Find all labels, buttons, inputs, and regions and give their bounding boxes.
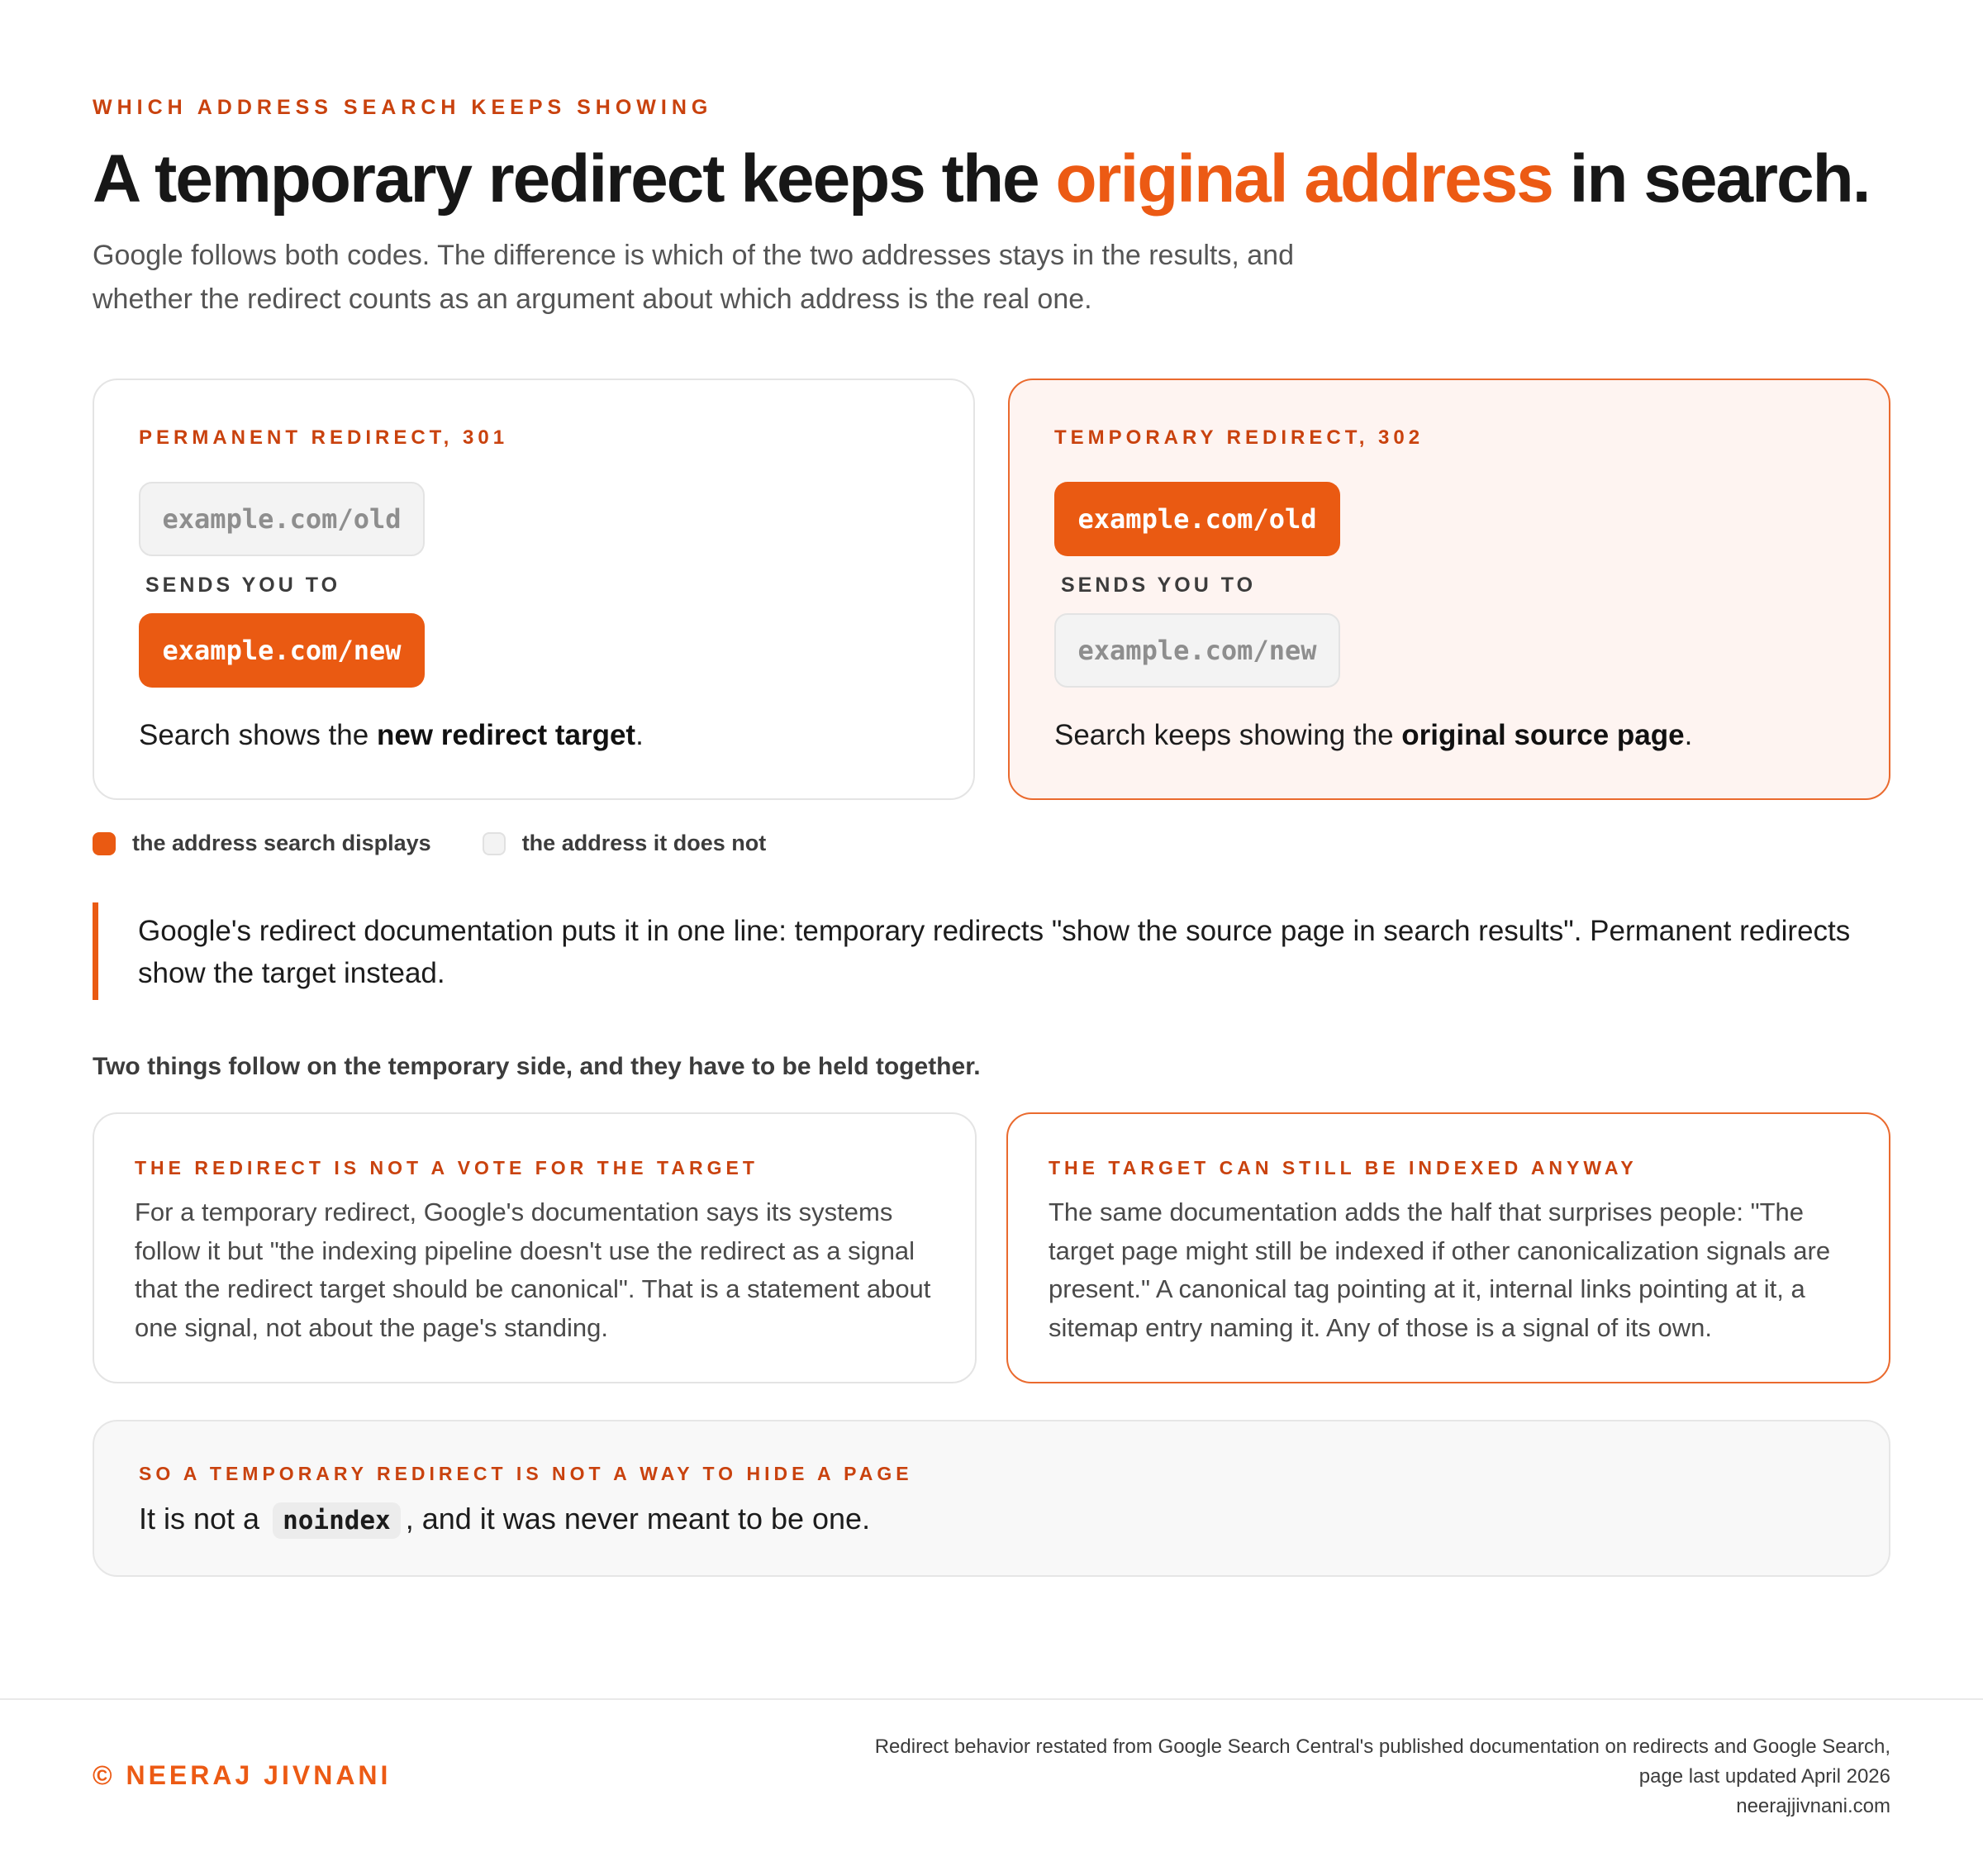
temporary-redirect-card bbox=[1008, 379, 1890, 800]
summary-card bbox=[93, 1420, 1890, 1577]
subtitle: Google follows both codes. The difference is which of the two addresses stays in the results, and whether the redirect counts as an argument about which address is the real one. bbox=[93, 240, 1294, 315]
legend-label: the address search displays bbox=[132, 831, 431, 855]
summary-text-end: , and it was never meant to be one. bbox=[405, 1502, 871, 1536]
legend-item-displayed bbox=[93, 831, 431, 856]
card-label: THE REDIRECT IS NOT A VOTE FOR THE TARGET bbox=[135, 1157, 758, 1178]
legend-swatch-displayed bbox=[93, 832, 116, 855]
source-url-pill: example.com/old bbox=[139, 482, 425, 556]
card-body: For a temporary redirect, Google's documentation says its systems follow it but "the indexing pipeline doesn't use the redirect as a signal that the redirect target should be canonical". That is a statement about one signal, not about the page's standing. bbox=[135, 1197, 931, 1342]
caption-text: Search keeps showing the bbox=[1054, 719, 1402, 751]
title-accent: original address bbox=[1055, 141, 1553, 217]
eyebrow: WHICH ADDRESS SEARCH KEEPS SHOWING bbox=[93, 96, 713, 119]
documentation-quote bbox=[93, 902, 1869, 1000]
card-label: TEMPORARY REDIRECT, 302 bbox=[1054, 426, 1424, 449]
summary-text: It is not a bbox=[139, 1502, 269, 1536]
caption-emphasis: original source page bbox=[1401, 719, 1685, 751]
title-end: in search. bbox=[1552, 141, 1870, 217]
title-start: A temporary redirect keeps the bbox=[93, 141, 1056, 217]
caption-text: Search shows the bbox=[139, 719, 377, 751]
followup-heading: Two things follow on the temporary side, and they have to be held together. bbox=[93, 1053, 981, 1080]
target-url-pill: example.com/new bbox=[1054, 613, 1340, 688]
noindex-code: noindex bbox=[273, 1502, 401, 1539]
card-caption bbox=[139, 719, 644, 752]
source-url-pill: example.com/old bbox=[1054, 482, 1340, 556]
card-body: The same documentation adds the half that surprises people: "The target page might still be indexed if other canonicalization signals are present." A canonical tag pointing at it, internal links pointing at it, a sitemap entry naming it. Any of those is a signal of its own. bbox=[1049, 1197, 1831, 1342]
point-card-still-indexed bbox=[1006, 1112, 1890, 1383]
page-title bbox=[93, 142, 1870, 217]
site-url: neerajjivnani.com bbox=[1736, 1795, 1890, 1817]
sends-you-to-label: SENDS YOU TO bbox=[145, 574, 341, 597]
caption-emphasis: new redirect target bbox=[376, 719, 636, 751]
sends-you-to-label: SENDS YOU TO bbox=[1061, 574, 1257, 597]
footer-brand: © NEERAJ JIVNANI bbox=[93, 1760, 392, 1790]
caption-end: . bbox=[635, 719, 644, 751]
permanent-redirect-card bbox=[93, 379, 975, 800]
card-label: SO A TEMPORARY REDIRECT IS NOT A WAY TO HIDE A PAGE bbox=[139, 1463, 913, 1484]
legend-label: the address it does not bbox=[521, 831, 767, 855]
summary-body bbox=[139, 1502, 870, 1536]
updated-line: page last updated April 2026 bbox=[1638, 1765, 1890, 1788]
point-card-not-a-vote bbox=[93, 1112, 977, 1383]
legend bbox=[93, 831, 817, 856]
legend-swatch-not-displayed bbox=[483, 832, 506, 855]
quote-text: Google's redirect documentation puts it in one line: temporary redirects "show the source page in search results". Permanent redirects show the target instead. bbox=[138, 915, 1851, 989]
footer-divider bbox=[0, 1698, 1983, 1700]
caption-end: . bbox=[1684, 719, 1693, 751]
card-caption bbox=[1054, 719, 1692, 752]
card-label: THE TARGET CAN STILL BE INDEXED ANYWAY bbox=[1049, 1157, 1638, 1178]
legend-item-not-displayed bbox=[483, 831, 767, 856]
card-label: PERMANENT REDIRECT, 301 bbox=[139, 426, 509, 449]
source-line: Redirect behavior restated from Google Search Central's published documentation on redirects and Google Search, bbox=[874, 1736, 1890, 1758]
footer-source-note bbox=[734, 1732, 1890, 1821]
target-url-pill: example.com/new bbox=[139, 613, 425, 688]
